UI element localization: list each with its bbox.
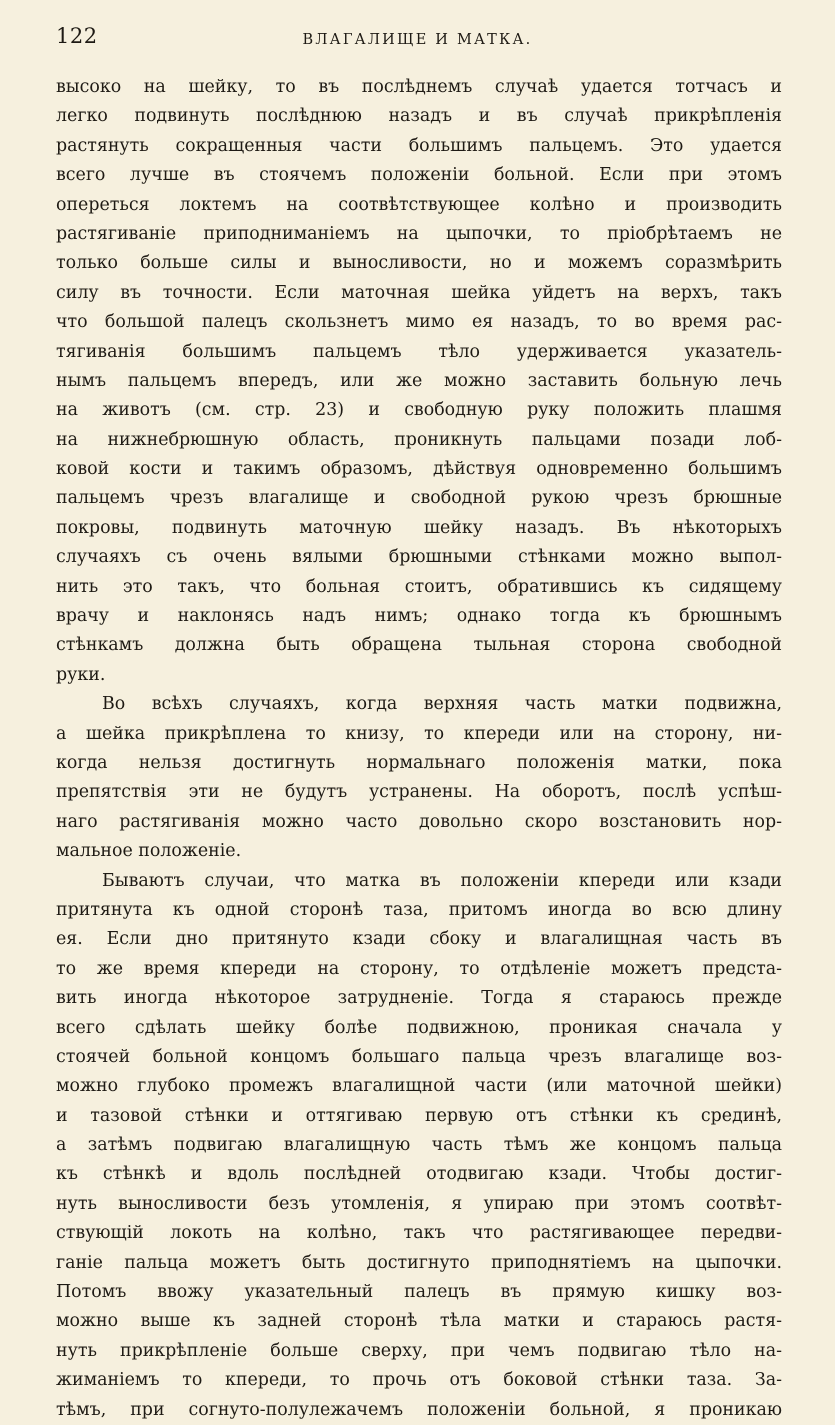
text-line: нымъ пальцемъ впередъ, или же можно заставить больную лечь bbox=[56, 370, 782, 391]
text-line: ея. Если дно притянуто кзади сбоку и влагалищная часть въ bbox=[56, 929, 782, 950]
text-line: ганіе пальца можетъ быть достигнуто приподнятіемъ на цыпочки. bbox=[56, 1252, 782, 1273]
text-line: стѣнкамъ должна быть обращена тыльная сторона свободной bbox=[56, 635, 782, 656]
text-line: на животъ (см. стр. 23) и свободную руку положить плашмя bbox=[56, 400, 782, 421]
text-line: то же время кпереди на сторону, то отдѣленіе можетъ предста- bbox=[56, 958, 782, 979]
text-line: случаяхъ съ очень вялыми брюшными стѣнками можно выпол- bbox=[56, 547, 782, 568]
text-line: вить иногда нѣкоторое затрудненіе. Тогда я стараюсь прежде bbox=[56, 988, 782, 1009]
text-line: пальцемъ чрезъ влагалище и свободной рукою чрезъ брюшные bbox=[56, 488, 782, 509]
text-line: къ стѣнкѣ и вдоль послѣдней отодвигаю кзади. Чтобы достиг- bbox=[56, 1164, 782, 1185]
text-line: высоко на шейку, то въ послѣднемъ случаѣ удается тотчасъ и bbox=[56, 77, 782, 97]
text-line: что большой палецъ скользнетъ мимо ея назадъ, то во время рас- bbox=[56, 312, 782, 333]
text-line: легко подвинуть послѣднюю назадъ и въ случаѣ прикрѣпленія bbox=[56, 106, 782, 127]
text-line: Бываютъ случаи, что матка въ положеніи кпереди или кзади bbox=[102, 870, 782, 891]
text-line: стоячей больной концомъ большаго пальца чрезъ влагалище воз- bbox=[56, 1046, 782, 1067]
text-line: Во всѣхъ случаяхъ, когда верхняя часть матки подвижна, bbox=[102, 694, 782, 715]
text-line: Потомъ ввожу указательный палецъ въ прямую кишку воз- bbox=[56, 1282, 782, 1303]
page-header bbox=[56, 20, 779, 56]
text-line: препятствія эти не будутъ устранены. На оборотъ, послѣ успѣш- bbox=[56, 782, 782, 803]
text-line: мальное положеніе. bbox=[56, 841, 242, 862]
text-line: когда нельзя достигнуть нормальнаго положенія матки, пока bbox=[56, 752, 782, 773]
text-line: жиманіемъ то кпереди, то прочь отъ боковой стѣнки таза. За- bbox=[56, 1370, 782, 1391]
text-line: нуть выносливости безъ утомленія, я упираю при этомъ соотвѣт- bbox=[56, 1193, 782, 1214]
text-line: растягиваніе приподниманіемъ на цыпочки, то пріобрѣтаемъ не bbox=[56, 223, 782, 244]
text-line: всего сдѣлать шейку болѣе подвижною, проникая сначала у bbox=[56, 1017, 782, 1038]
text-line: покровы, подвинуть маточную шейку назадъ. Въ нѣкоторыхъ bbox=[56, 517, 782, 538]
running-title: ВЛАГАЛИЩЕ И МАТКА. bbox=[302, 32, 533, 48]
text-line: можно глубоко промежъ влагалищной части (или маточной шейки) bbox=[56, 1076, 782, 1097]
text-line: врачу и наклонясь надъ нимъ; однако тогда къ брюшнымъ bbox=[56, 606, 782, 627]
page-number: 122 bbox=[56, 24, 98, 48]
text-line: всего лучше въ стоячемъ положеніи больной. Если при этомъ bbox=[56, 165, 782, 186]
text-line: ковой кости и такимъ образомъ, дѣйствуя одновременно большимъ bbox=[56, 459, 782, 480]
text-line: на нижнебрюшную область, проникнуть пальцами позади лоб- bbox=[56, 429, 782, 450]
text-line: нить это такъ, что больная стоитъ, обратившись къ сидящему bbox=[56, 576, 782, 597]
text-line: растянуть сокращенныя части большимъ пальцемъ. Это удается bbox=[56, 135, 782, 156]
text-line: опереться локтемъ на соотвѣтствующее колѣно и производить bbox=[56, 194, 782, 215]
text-line: притянута къ одной сторонѣ таза, притомъ иногда во всю длину bbox=[56, 899, 782, 920]
text-line: руки. bbox=[56, 664, 106, 685]
text-line: силу въ точности. Если маточная шейка уйдетъ на верхъ, такъ bbox=[56, 282, 782, 303]
body-text bbox=[56, 73, 782, 1425]
text-line: только больше силы и выносливости, но и можемъ соразмѣрить bbox=[56, 253, 782, 274]
text-line: нуть прикрѣпленіе больше сверху, при чемъ подвигаю тѣло на- bbox=[56, 1340, 782, 1361]
text-line: наго растягиванія можно часто довольно скоро возстановить нор- bbox=[56, 811, 782, 832]
text-line: а затѣмъ подвигаю влагалищную часть тѣмъ же концомъ пальца bbox=[56, 1135, 782, 1156]
text-line: и тазовой стѣнки и оттягиваю первую отъ стѣнки къ срединѣ, bbox=[56, 1105, 782, 1126]
text-line: тѣмъ, при согнуто-полулежачемъ положеніи больной, я проникаю bbox=[56, 1399, 782, 1420]
text-line: ствующій локоть на колѣно, такъ что растягивающее передви- bbox=[56, 1223, 782, 1244]
text-line: можно выше къ задней сторонѣ тѣла матки и стараюсь растя- bbox=[56, 1311, 782, 1332]
text-line: а шейка прикрѣплена то книзу, то кпереди или на сторону, ни- bbox=[56, 723, 782, 744]
text-line: тягиванія большимъ пальцемъ тѣло удерживается указатель- bbox=[56, 341, 782, 362]
